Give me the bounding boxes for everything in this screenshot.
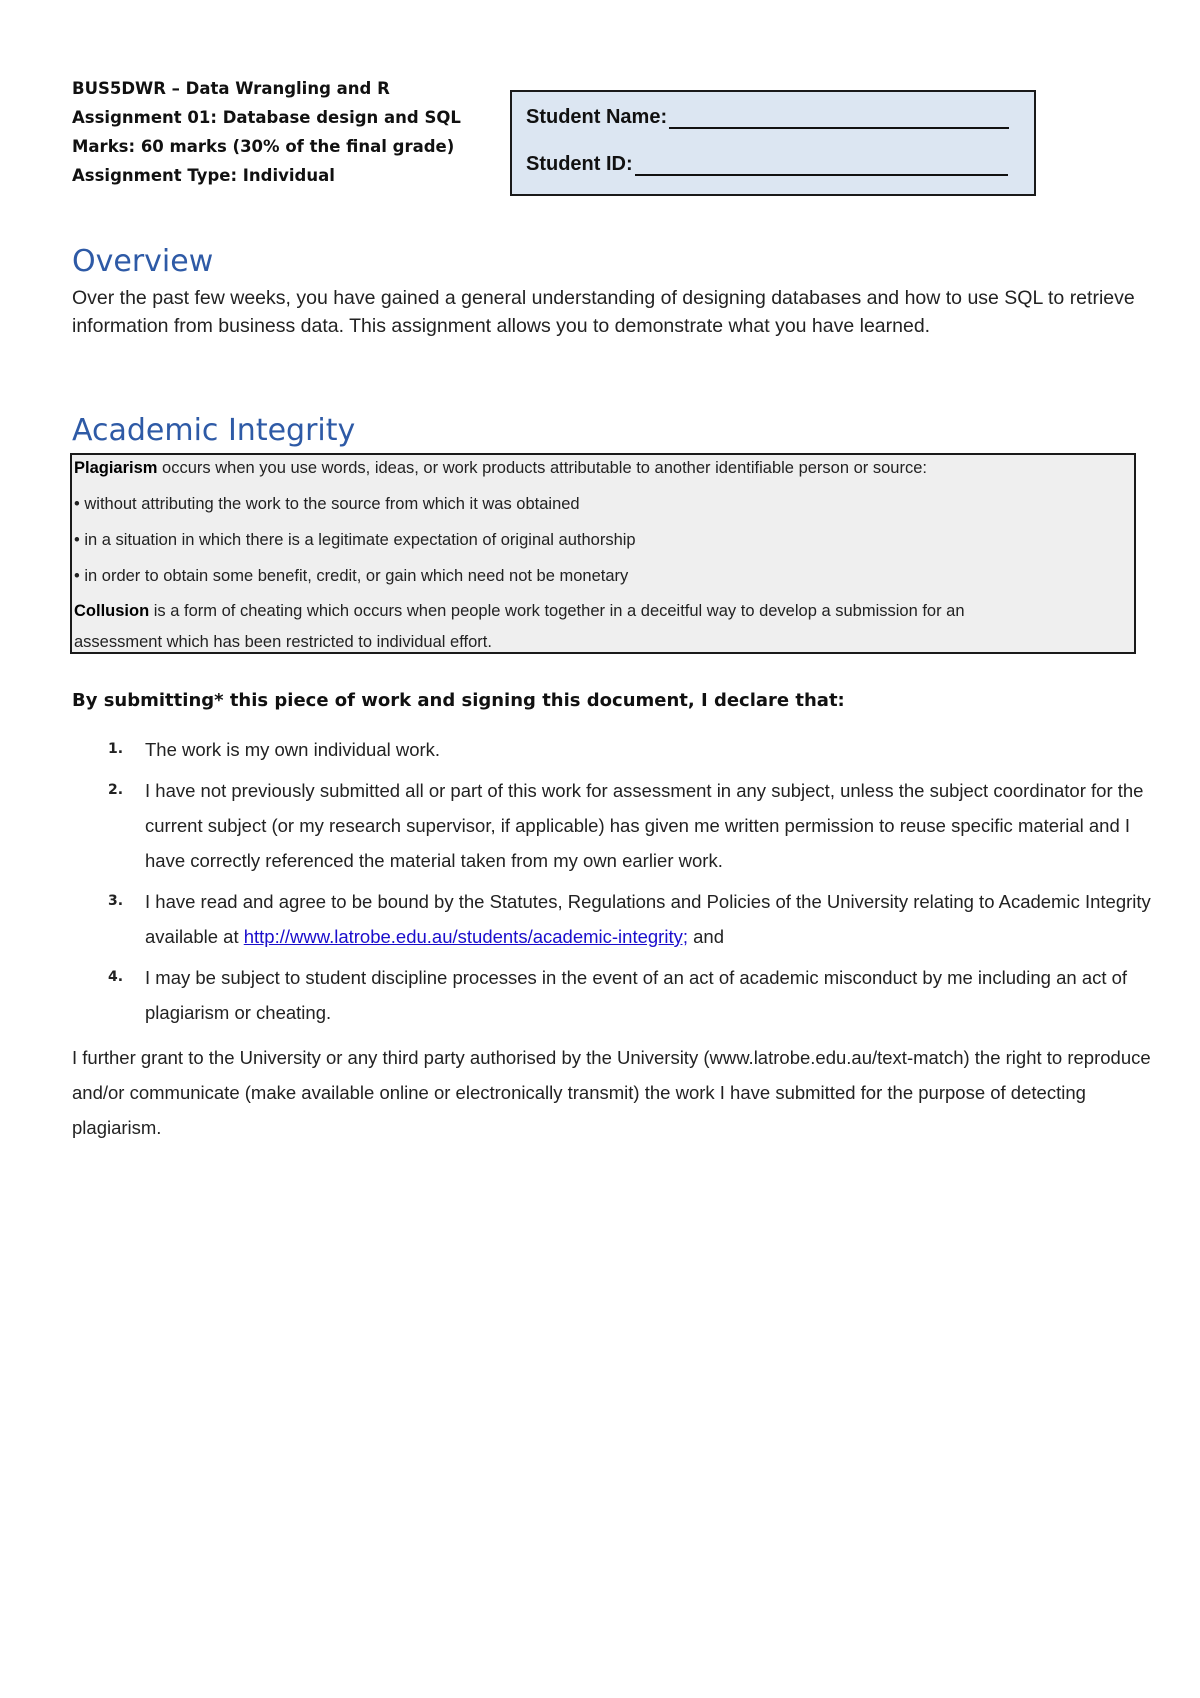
declaration-text: The work is my own individual work.: [145, 739, 441, 760]
academic-integrity-box: [70, 453, 1136, 654]
student-id-label: Student ID:: [526, 153, 633, 175]
student-details-box: [510, 90, 1036, 196]
declaration-list: [72, 732, 1152, 1036]
declaration-text: I have read and agree to be bound by the Statutes, Regulations and Policies of the University relating to Academic Integrity available at: [145, 891, 1151, 947]
course-info: [72, 74, 461, 190]
declaration-text: I may be subject to student discipline processes in the event of an act of academic misconduct by me including an act of plagiarism or cheating.: [145, 967, 1128, 1023]
declaration-item: [72, 732, 1152, 767]
declaration-heading: By submitting* this piece of work and signing this document, I declare that:: [72, 690, 845, 711]
plagiarism-bullet: • in a situation in which there is a legitimate expectation of original authorship: [74, 531, 636, 549]
student-id-row: [526, 153, 1008, 176]
overview-body: Over the past few weeks, you have gained a general understanding of designing databases and how to use SQL to retrieve information from business data. This assignment allows you to demonstrate what you have learned.: [72, 287, 1135, 337]
plagiarism-definition: [74, 459, 927, 478]
plagiarism-bullet: • without attributing the work to the source from which it was obtained: [74, 495, 580, 513]
student-name-row: [526, 106, 1009, 129]
declaration-number: 3.: [108, 893, 124, 909]
assignment-marks: Marks: 60 marks (30% of the final grade): [72, 137, 455, 156]
collusion-term: Collusion: [74, 602, 150, 620]
overview-heading: Overview: [72, 244, 214, 279]
plagiarism-term: Plagiarism: [74, 459, 158, 477]
plagiarism-definition-text: occurs when you use words, ideas, or work products attributable to another identifiable person or source:: [157, 459, 927, 477]
student-name-line[interactable]: [669, 107, 1009, 129]
plagiarism-bullet: • in order to obtain some benefit, credit, or gain which need not be monetary: [74, 567, 629, 585]
grant-paragraph: I further grant to the University or any third party authorised by the University (www.latrobe.edu.au/text-match) the right to reproduce and/or communicate (make available online or electronically transmit) the work I have submitted for the purpose of detecting plagiarism.: [72, 1047, 1151, 1138]
declaration-item: [72, 960, 1152, 1030]
declaration-text: I have not previously submitted all or part of this work for assessment in any subject, unless the subject coordinator for the current subject (or my research supervisor, if applicable) has given me written permission to reuse specific material and I have correctly referenced the material taken from my own earlier work.: [145, 780, 1144, 871]
academic-integrity-link[interactable]: http://www.latrobe.edu.au/students/academic-integrity;: [243, 926, 688, 947]
assignment-type: Assignment Type: Individual: [72, 166, 335, 185]
assignment-title: Assignment 01: Database design and SQL: [72, 108, 461, 127]
student-id-line[interactable]: [635, 154, 1008, 176]
course-code-title: BUS5DWR – Data Wrangling and R: [72, 79, 390, 98]
declaration-item: [72, 773, 1152, 878]
declaration-number: 2.: [108, 782, 124, 798]
declaration-number: 4.: [108, 969, 124, 985]
collusion-definition: [74, 602, 965, 621]
collusion-definition-text: is a form of cheating which occurs when people work together in a deceitful way to develop a submission for an: [149, 602, 965, 620]
academic-integrity-heading: Academic Integrity: [72, 413, 356, 448]
declaration-text-after: and: [687, 926, 724, 947]
collusion-definition-continued: assessment which has been restricted to individual effort.: [74, 633, 492, 651]
declaration-number: 1.: [108, 741, 124, 757]
declaration-item: [72, 884, 1152, 954]
student-name-label: Student Name:: [526, 106, 668, 128]
